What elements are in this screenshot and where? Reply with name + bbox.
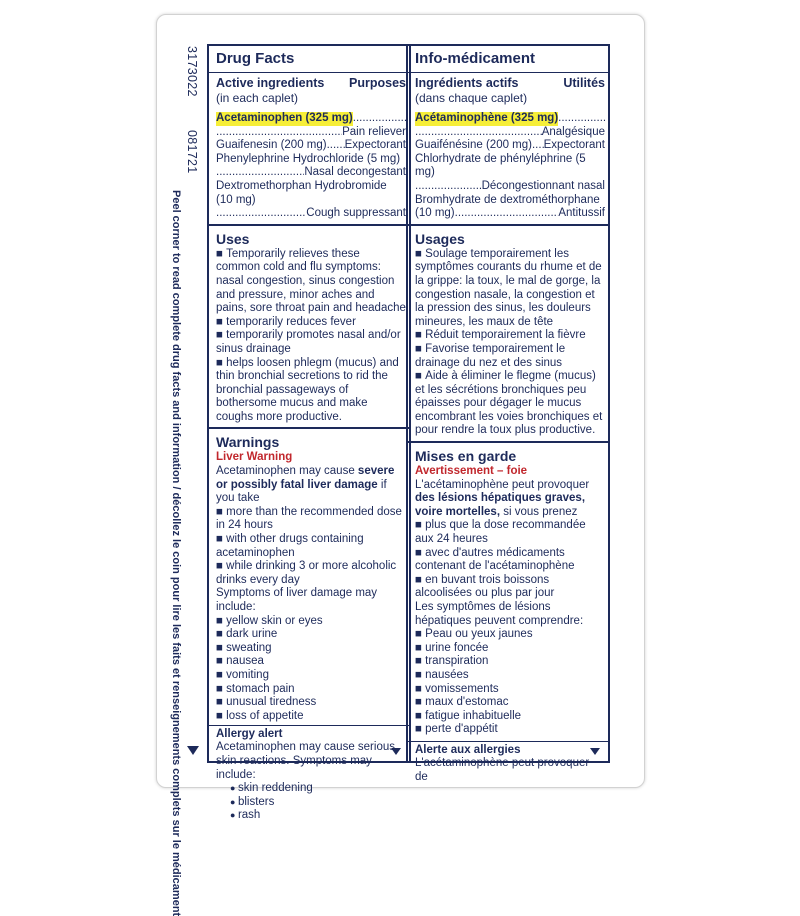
liver-warning-heading: Avertissement – foie: [415, 465, 528, 478]
warnings-section: [209, 429, 409, 726]
date-code: 081721: [185, 130, 199, 174]
list-item: ■ maux d'estomac: [415, 696, 605, 710]
list-item: ■ perte d'appétit: [415, 723, 605, 741]
list-item: ■ more than the recommended dose in 24 hours: [216, 506, 406, 533]
list-item: ■ Soulage temporairement les symptômes courants du rhume et de la grippe: la toux, le mal de gorge, la congestion nasale, la congestion et la pression des sinus, les douleurs mineures, les maux de tête: [415, 248, 605, 330]
list-item: ■ Aide à éliminer le flegme (mucus) et les sécrétions bronchiques peu épaisses pour dégager le mucus encombrant les voies bronchiques et pour rendre la toux plus productive.: [415, 370, 605, 438]
list-item: ■ Favorise temporairement le drainage du nez et des sinus: [415, 343, 605, 370]
list-item: ■ Réduit temporairement la fièvre: [415, 329, 605, 343]
peel-instruction: Peel corner to read complete drug facts and information / décollez le coin pour lire les faits et renseignements complets sur le médicament: [170, 190, 182, 916]
purpose-cough-suppressant: Cough suppressant: [306, 207, 406, 220]
continue-arrow-icon: [590, 748, 600, 755]
list-item: ■ with other drugs containing acetaminophen: [216, 533, 406, 560]
ingredient-acetaminophene: Acétaminophène (325 mg): [415, 112, 559, 124]
purpose-expectorant: Expectorant: [543, 139, 605, 152]
purpose-pain-reliever: Pain reliever: [342, 125, 406, 138]
drug-facts-column-en: [207, 44, 411, 822]
ingredient-phenylephrine: Chlorhydrate de phényléphrine (5 mg): [415, 152, 586, 179]
purpose-antitussif: Antitussif: [558, 207, 605, 220]
allergy-section-fr: [408, 742, 608, 784]
list-item: ■ en buvant trois boissons alcoolisées ou plus par jour: [415, 574, 605, 601]
ingredient-guaifenesine: Guaifénésine (200 mg): [415, 139, 532, 152]
list-item: ● blisters: [216, 796, 406, 810]
list-item: ■ temporarily promotes nasal and/or sinus drainage: [216, 329, 406, 356]
active-ingredients-heading: Ingrédients actifs: [415, 76, 519, 90]
purpose-nasal-decongestant: Nasal decongestant: [304, 166, 406, 179]
purpose-expectorant: Expectorant: [344, 139, 406, 152]
purposes-heading: Utilités: [563, 76, 605, 90]
list-item: ■ vomissements: [415, 683, 605, 697]
list-item: ■ fatigue inhabituelle: [415, 710, 605, 724]
lot-code: 3173022: [185, 46, 199, 97]
list-item: ■ avec d'autres médicaments contenant de l'acétaminophène: [415, 547, 605, 574]
purpose-decongestionnant: Décongestionnant nasal: [481, 179, 605, 192]
symptoms-intro: Les symptômes de lésions hépatiques peuvent comprendre:: [415, 601, 584, 627]
liver-warning-intro: Acetaminophen may cause severe or possibly fatal liver damage if you take: [216, 465, 395, 505]
drug-facts-title: Drug Facts: [216, 50, 295, 67]
list-item: ■ vomiting: [216, 669, 406, 683]
list-item: ■ nausées: [415, 669, 605, 683]
liver-warning-heading: Liver Warning: [216, 451, 293, 464]
allergy-title: Alerte aux allergies: [415, 743, 521, 756]
info-medicament-title: Info-médicament: [415, 50, 536, 67]
list-item: ■ stomach pain: [216, 683, 406, 697]
ingredient-guaifenesin: Guaifenesin (200 mg): [216, 139, 327, 152]
active-ingredients-section-fr: [408, 73, 608, 226]
peel-arrow-icon[interactable]: [187, 746, 199, 755]
usages-title: Usages: [415, 230, 465, 247]
list-item: ■ plus que la dose recommandée aux 24 heures: [415, 519, 605, 546]
purposes-heading: Purposes: [349, 76, 406, 90]
allergy-title: Allergy alert: [216, 728, 283, 741]
list-item: ■ nausea: [216, 655, 406, 669]
ingredient-phenylephrine: Phenylephrine Hydrochloride (5 mg): [216, 152, 401, 165]
list-item: ■ unusual tiredness: [216, 696, 406, 710]
ingredient-dextromethorphan: Dextromethorphan Hydrobromide (10 mg): [216, 179, 387, 206]
list-item: ● skin reddening: [216, 782, 406, 796]
list-item: ■ helps loosen phlegm (mucus) and thin bronchial secretions to rid the bronchial passageways of bothersome mucus and make coughs more productive.: [216, 357, 406, 425]
active-ingredients-heading: Active ingredients: [216, 76, 325, 90]
list-item: ■ urine foncée: [415, 642, 605, 656]
usages-section: [408, 226, 608, 443]
liver-warning-intro: L'acétaminophène peut provoquer des lésions hépatiques graves, voire mortelles, si vous prenez: [415, 478, 590, 518]
side-strip: [165, 46, 201, 916]
purpose-analgesique: Analgésique: [541, 125, 605, 138]
continue-arrow-icon: [391, 748, 401, 755]
active-ingredients-section: [209, 73, 409, 226]
ingredient-dextromethorphane: Bromhydrate de dextrométhorphane: [415, 193, 600, 206]
uses-title: Uses: [216, 230, 250, 247]
allergy-text: Acetaminophen may cause serious skin reactions. Symptoms may include:: [216, 741, 395, 781]
list-item: ■ Temporarily relieves these common cold and flu symptoms: nasal congestion, sinus congestion and pressure, minor aches and pains, sore throat pain and headache: [216, 248, 406, 316]
mises-en-garde-title: Mises en garde: [415, 448, 517, 465]
per-caplet-note: (dans chaque caplet): [415, 91, 528, 105]
ingredient-acetaminophen: Acetaminophen (325 mg): [216, 112, 353, 124]
list-item: ■ temporarily reduces fever: [216, 316, 406, 330]
drug-facts-column-fr: [406, 44, 610, 783]
allergy-text: L'acétaminophène peut provoquer de: [415, 756, 590, 783]
mises-en-garde-section: [408, 443, 608, 742]
per-caplet-note: (in each caplet): [216, 91, 299, 105]
list-item: ■ Peau ou yeux jaunes: [415, 628, 605, 642]
list-item: ● rash: [216, 809, 406, 823]
list-item: ■ sweating: [216, 642, 406, 656]
warnings-title: Warnings: [216, 434, 280, 451]
uses-section: [209, 226, 409, 430]
list-item: ■ while drinking 3 or more alcoholic drinks every day: [216, 560, 406, 587]
symptoms-intro: Symptoms of liver damage may include:: [216, 587, 378, 613]
list-item: ■ dark urine: [216, 628, 406, 642]
allergy-section: [209, 726, 409, 823]
list-item: ■ loss of appetite: [216, 710, 406, 726]
ingredient-dose: (10 mg): [415, 207, 455, 220]
list-item: ■ transpiration: [415, 655, 605, 669]
list-item: ■ yellow skin or eyes: [216, 615, 406, 629]
